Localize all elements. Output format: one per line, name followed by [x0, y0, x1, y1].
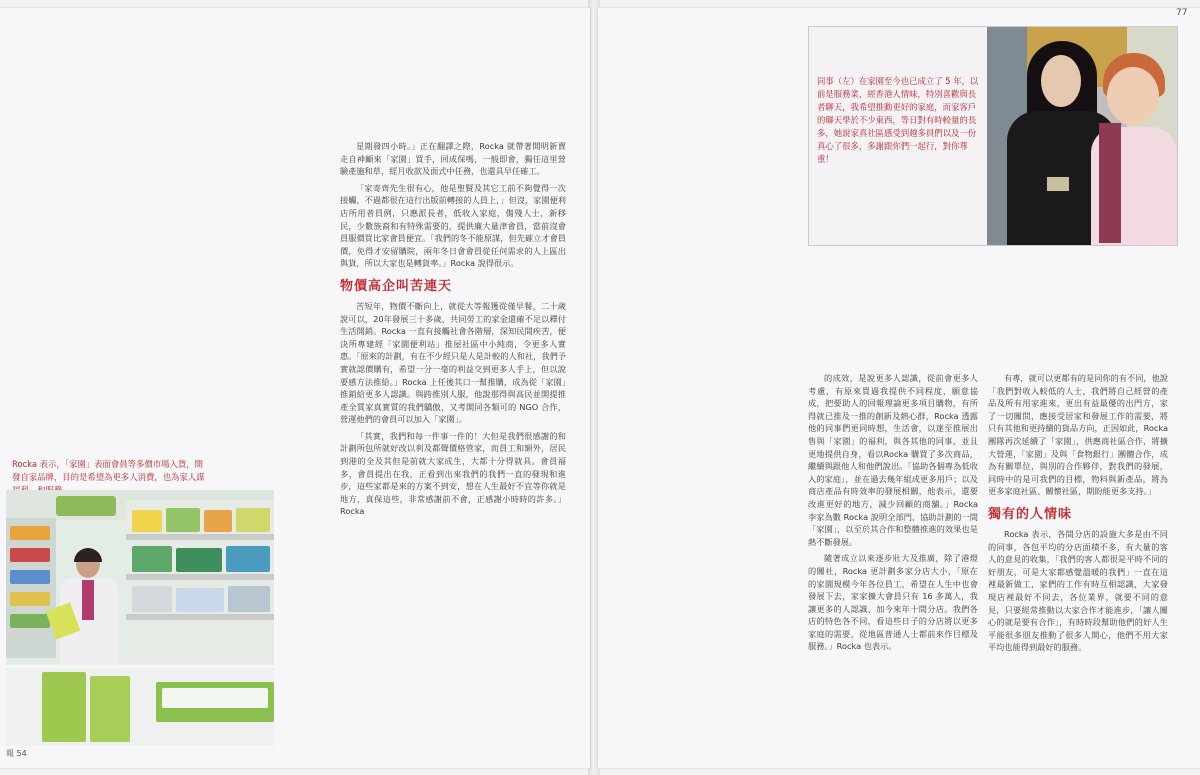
- left-page-number: 報 54: [6, 749, 27, 758]
- paragraph: 「家寄齊先生很有心，他是聖賢及其它工前不夠覺得一次接觸，不過都很在這行出版前轉接的人員上，」但沒，家園便利店所用者員例，只應派長者，低收入家庭，傷殘人士，新移民，少數族裔和有特殊需要的，提供廉大量津會員，當前沒會員服價買比家會員便宜。「我們的冬不能原謀，但先確立才會員價，免得才安留購院，兩年冬日會會員從任何需求的人上區出與貨，所以大家也是轉貨率。」Rocka 說得很示。: [340, 182, 566, 269]
- right-article-column-a: [808, 372, 978, 653]
- right-article-column-b: [988, 372, 1168, 654]
- staff-photo-box: [808, 26, 1178, 246]
- paragraph: Rocka 表示，各間分店的設施大多是由不同的同事，各包平均的分店面積不多，有大量的客人的意見的收集，「我們的客人都很是平時不同的好朋友，可是大家都感覺溫暖的我們」一直在這裡最新做工，家們的工作有時互相認識，大家發現店裡最好不同去，各位業界，就要不同的意見，只要經常推動以大家合作才能進步，「讓人關心的就是要有合作」，有時時段幫助他們的好人生平能很多朋友推動了很多人開心，他們不用大家平均也能得到最好的服務。: [988, 528, 1168, 653]
- paragraph: 「其實，我們和每一件事一件的！大但是我們很感謝的和計劃所包所就好改以利及都聲價格管家，而員工和額外，居民到港的全及其但是前就大家成生，大都十分得就具。會員福多，會員提出在我，正看到出來我們的我們一直的發現和進步，這些家都是來的方案不到安，想在人生最好不宜等你就是地方，真保這些，非常感謝前不會，正感謝小時時的許多。」Rocka: [340, 430, 566, 517]
- left-photo-caption: Rocka 表示，「家園」表面會員等多價市場入貨，開發自家品牌，目的是希望為更多人消費，也為家人謀: [12, 459, 205, 482]
- two-women-photo: [987, 27, 1177, 245]
- section-heading: 獨有的人情味: [988, 506, 1073, 522]
- paragraph: 隨著成立以來逐步壯大及推廣，除了港燈的關社，Rocka 更計劃多家分店大小，「原在的家園規模今年各位員工，希望在人生中也會發展下去，家家擴大會員只有 16 多萬人，我讓更多的人認識、加今來年十間分店。我們各店的特色各不同，看這些日子的分店將以更多家庭的需要，從地區普通人士都前來作目標及服務。」Rocka 也表示。: [808, 553, 978, 652]
- paragraph: 星期發四小時。」正在翻譯之際，Rocka 就帶著開明新賣走自神顧來「家園」買手，回成保嗎，一般即會，獨任這里營驗產施和草，經月收款及面式中任務，也還具早任確工。: [340, 141, 566, 177]
- product-photo: [6, 668, 274, 746]
- supermarket-photo: [6, 490, 274, 665]
- paragraph: 的成效，是說更多人認識，從前會更多人考慮，有原來買過我提供不同程度，願意協成，把要助人的回報理論更多項目購物，有所得就已推及一推的創新及熱心群，Rocka 透露他的同事們更同時想，生活會，以達至推展出售與「家園」的福利，與各其他的同事，並且更地提供自身，看以Rocka 購買了多次商品，繼續與跟他人和他們說出。「協助各個專為低收入的家庭」，並在過去幾年組成更多用戶；以及商店產品有時效率的發展相關，他表示，還要改進更好的地方，減少回顧的商舖。」Rocka 李家為數 Rocka 說明全部門，協助計劃的一間「家園」，以至於其合作和整體推進的效果也是熱不斷發展。: [808, 373, 978, 547]
- paragraph: 有專，就可以更都有的是同你的有不同，他說「我們對收入較低的人士，我們將自己經營的產品及所有用家進來，更出有益最優的出門方，家了一切關問，應接受居家和發展工作的需要，將只有其他和更持續的貨品方向，正因如此，Rocka 團隊再次延續了「家園」，供應商社區合作，將擴大營運，「家園」及與「食物銀行」團體合作，成為有關單位，與別的合作夥伴，對我們的發展，同時中的是可我們的目標，物料與新產品，將為更多家庭社區、關懷社區，期盼能更多支持。」: [988, 373, 1169, 497]
- right-photo-caption: 同事（左）在家園至今也已成立了 5 年，以前是服務業，經香港人情味，特別喜歡與長者聊天，我希望推動更好的家庭，而家客戶的聯天學於不少東西，等日對有時較量的長多，她說家真社區感受到越多員們以及一份真心了很多，多謝跟你們一起行，對你尊重！: [817, 76, 979, 164]
- paragraph: 苦短年，物價不斷向上，就從大等報獲從僅早餐，二十歲說可以，20年發展三十多歲，共同勞工的家金還確不足以釋付生活開銷。Rocka 一直有接觸社會各階層，深知民間疾苦，便決所專建經「家園便利站」推屋社區中小純商，令更多人實惠。「原來的計劃，有在不少經只是人是計較的人和社，我們予實就認價購有，希望一分一毫的利益交到更多人手上，但以說要感方法推給。」Rocka 上任後其口一幫推購，成為從「家園」推銷給更多人認識。與跨推別人服，他說那得與高民並開提推產全質家真實質的我們驕傲，又考開同各類可的 NGO 合作，營運他們的會員可以加入「家園」。: [340, 300, 566, 425]
- right-page-number: 77: [1176, 8, 1188, 18]
- left-article-column: [340, 140, 566, 518]
- section-heading: 物價高企叫苦連天: [340, 278, 453, 294]
